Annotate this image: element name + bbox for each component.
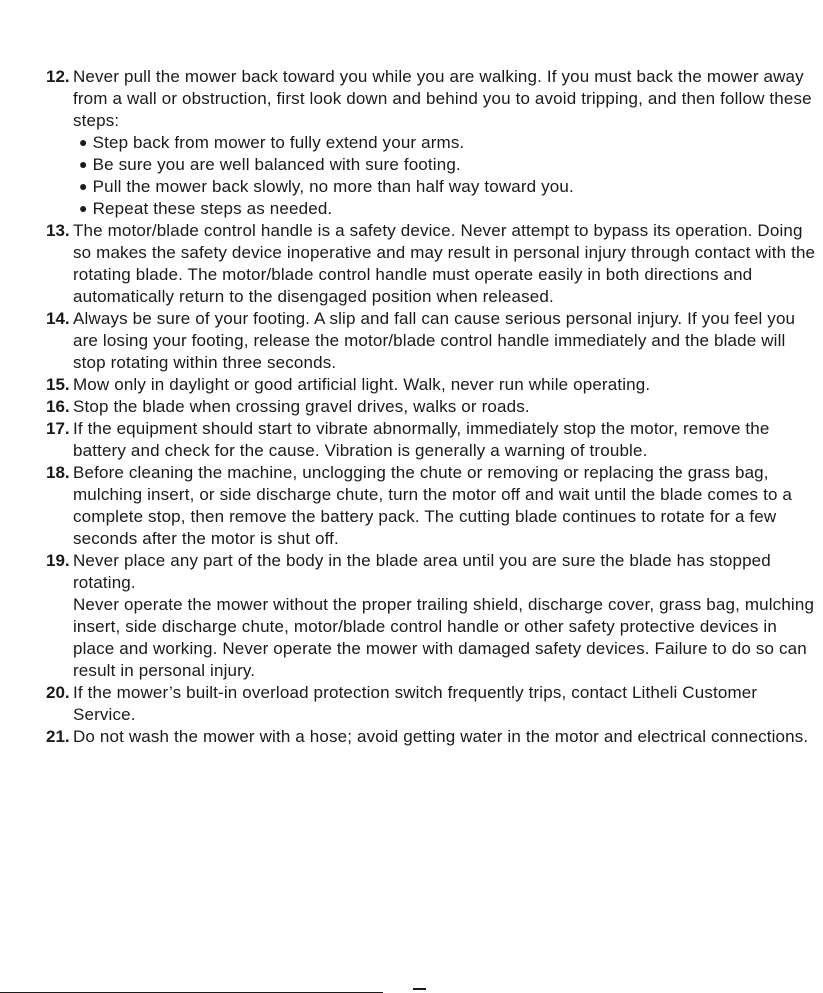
bullet-icon: ● (79, 134, 88, 150)
step-text: Pull the mower back slowly, no more than half way toward you. (92, 177, 574, 196)
item-text: Never pull the mower back toward you while you are walking. If you must back the mower away from a wall or obstruction, first look down and behind you to avoid tripping, and then follow these steps: (73, 67, 812, 130)
bullet-icon: ● (79, 200, 88, 216)
instruction-item-18 (0, 462, 823, 550)
item-number: 12. (46, 67, 70, 86)
item-text: Never place any part of the body in the blade area until you are sure the blade has stopped rotating. (73, 551, 771, 592)
bullet-icon: ● (79, 156, 88, 172)
instruction-item-15 (0, 374, 823, 396)
step-item (79, 132, 823, 154)
item-number: 16. (46, 397, 70, 416)
instruction-item-16 (0, 396, 823, 418)
step-item (79, 176, 823, 198)
item-text: Mow only in daylight or good artificial light. Walk, never run while operating. (73, 375, 651, 394)
instruction-item-14 (0, 308, 823, 374)
item-number: 13. (46, 221, 70, 240)
item-text: If the equipment should start to vibrate abnormally, immediately stop the motor, remove the battery and check for the cause. Vibration is generally a warning of trouble. (73, 419, 770, 460)
instruction-item-21 (0, 726, 823, 748)
item-text: If the mower’s built-in overload protection switch frequently trips, contact Litheli Customer Service. (73, 683, 758, 724)
item-text: Stop the blade when crossing gravel drives, walks or roads. (73, 397, 530, 416)
item-text: Before cleaning the machine, unclogging the chute or removing or replacing the grass bag, mulching insert, or side discharge chute, turn the motor off and wait until the blade comes to a complete stop, then remove the battery pack. The cutting blade continues to rotate for a few seconds after the motor is shut off. (73, 463, 793, 548)
instruction-item-19 (0, 550, 823, 682)
instruction-item-12 (0, 66, 823, 220)
item-number: 14. (46, 309, 70, 328)
step-text: Step back from mower to fully extend your arms. (92, 133, 465, 152)
item-number: 17. (46, 419, 70, 438)
item-text: Do not wash the mower with a hose; avoid getting water in the motor and electrical connections. (73, 727, 809, 746)
instruction-item-20 (0, 682, 823, 726)
page-marker (413, 988, 426, 990)
step-text: Be sure you are well balanced with sure footing. (92, 155, 461, 174)
step-text: Repeat these steps as needed. (92, 199, 333, 218)
instruction-item-17 (0, 418, 823, 462)
item-number: 21. (46, 727, 70, 746)
item-number: 18. (46, 463, 70, 482)
step-item (79, 154, 823, 176)
step-item (79, 198, 823, 220)
item-number: 19. (46, 551, 70, 570)
item-number: 20. (46, 683, 70, 702)
item-number: 15. (46, 375, 70, 394)
item-extra-text: Never operate the mower without the proper trailing shield, discharge cover, grass bag, mulching insert, side discharge chute, motor/blade control handle or other safety protective devices in place and working. Never operate the mower with damaged safety devices. Failure to do so can result in personal injury. (73, 595, 815, 680)
instruction-item-13 (0, 220, 823, 308)
safety-instructions-list (0, 66, 823, 748)
step-list (73, 132, 823, 220)
item-text: Always be sure of your footing. A slip and fall can cause serious personal injury. If you feel you are losing your footing, release the motor/blade control handle immediately and the blade will stop rotating within three seconds. (73, 309, 796, 372)
item-text: The motor/blade control handle is a safety device. Never attempt to bypass its operation. Doing so makes the safety device inoperative and may result in personal injury through contact with the rotating blade. The motor/blade control handle must operate easily in both directions and automatically return to the disengaged position when released. (73, 221, 816, 306)
bullet-icon: ● (79, 178, 88, 194)
